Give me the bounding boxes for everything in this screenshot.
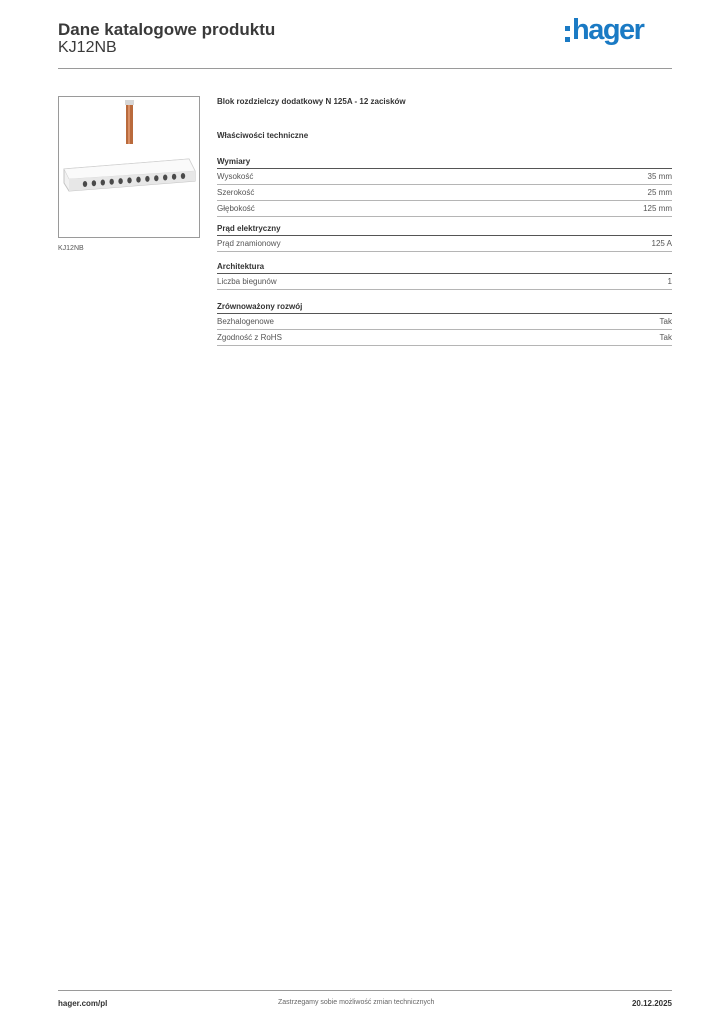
spec-value: Tak: [659, 317, 672, 326]
header-divider: [58, 68, 672, 69]
spec-group-current: [217, 222, 672, 252]
footer-divider: [58, 990, 672, 991]
spec-label: Bezhalogenowe: [217, 317, 274, 326]
terminal-hole: [118, 178, 122, 184]
spec-group-sustainability: [217, 300, 672, 346]
terminal-hole: [181, 173, 185, 179]
footer-disclaimer: Zastrzegamy sobie możliwość zmian technicznych: [278, 999, 435, 1006]
group-title: Wymiary: [217, 155, 672, 169]
product-image: [58, 96, 200, 238]
group-title: Zrównoważony rozwój: [217, 300, 672, 314]
spec-value: 125 A: [651, 239, 672, 248]
footer-website-link[interactable]: hager.com/pl: [58, 999, 108, 1008]
terminal-hole: [110, 179, 114, 185]
product-name: Blok rozdzielczy dodatkowy N 125A - 12 zacisków: [217, 97, 406, 106]
terminal-hole: [101, 180, 105, 186]
spec-label: Liczba biegunów: [217, 277, 277, 286]
terminal-hole: [154, 175, 158, 181]
terminal-hole: [172, 174, 176, 180]
footer-date: 20.12.2025: [631, 999, 672, 1008]
spec-row: [217, 169, 672, 185]
spec-value: 35 mm: [647, 172, 672, 181]
image-caption: KJ12NB: [58, 245, 84, 252]
spec-row: [217, 236, 672, 252]
spec-label: Zgodność z RoHS: [217, 333, 282, 342]
spec-label: Wysokość: [217, 172, 254, 181]
logo-dots-icon: [565, 26, 571, 46]
spec-value: 125 mm: [643, 204, 672, 213]
page-title: Dane katalogowe produktu: [58, 20, 276, 39]
properties-heading: Właściwości techniczne: [217, 131, 309, 140]
spec-label: Szerokość: [217, 188, 255, 197]
spec-value: Tak: [659, 333, 672, 342]
spec-row: [217, 314, 672, 330]
spec-value: 1: [667, 277, 672, 286]
hager-logo: [565, 16, 665, 48]
logo-text: hager: [572, 14, 644, 46]
group-title: Prąd elektryczny: [217, 222, 672, 236]
spec-group-architecture: [217, 260, 672, 290]
spec-row: [217, 274, 672, 290]
terminal-hole: [92, 180, 96, 186]
spec-label: Prąd znamionowy: [217, 239, 281, 248]
terminal-hole: [145, 176, 149, 182]
spec-row: [217, 185, 672, 201]
terminal-hole: [136, 177, 140, 183]
terminal-hole: [163, 175, 167, 181]
product-code: KJ12NB: [58, 39, 117, 56]
terminal-hole: [127, 177, 131, 183]
spec-row: [217, 201, 672, 217]
spec-row: [217, 330, 672, 346]
terminal-hole: [83, 181, 87, 187]
distribution-block-illustration: [59, 97, 199, 237]
spec-label: Głębokość: [217, 204, 255, 213]
spec-value: 25 mm: [647, 188, 672, 197]
group-title: Architektura: [217, 260, 672, 274]
spec-group-dimensions: [217, 155, 672, 217]
